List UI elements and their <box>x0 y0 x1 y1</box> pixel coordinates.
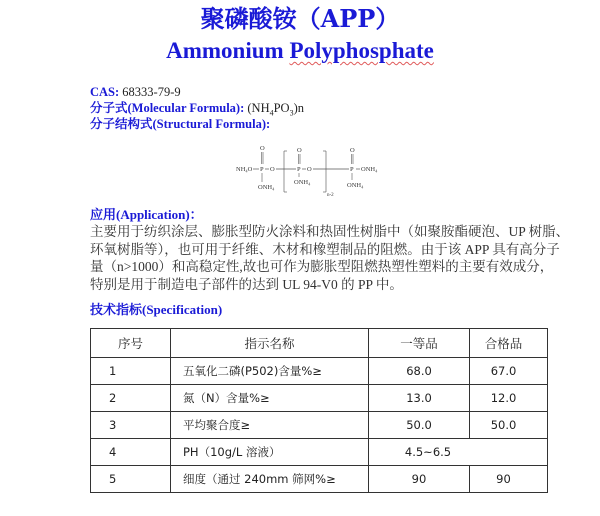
row-merged-value: 4.5~6.5 <box>369 439 548 466</box>
row-first-grade: 90 <box>369 466 470 493</box>
row-no: 4 <box>91 439 171 466</box>
row-no: 3 <box>91 412 171 439</box>
row-name: 细度（通过 240mm 筛网%≥ <box>171 466 369 493</box>
cas-label: CAS: <box>90 85 120 99</box>
molecular-formula-label: 分子式(Molecular Formula): <box>90 101 245 115</box>
row-name: 平均聚合度≥ <box>171 412 369 439</box>
column-header-name: 指示名称 <box>171 329 369 358</box>
column-header-no: 序号 <box>91 329 171 358</box>
specification-heading: 技术指标(Specification) <box>90 302 223 317</box>
application-line: 主要用于纺织涂层、膨胀型防火涂料和热固性树脂中（如聚胺酯硬泡、UP 树脂、 <box>90 224 570 239</box>
row-first-grade: 13.0 <box>369 385 470 412</box>
row-qualified: 67.0 <box>470 358 548 385</box>
svg-text:ONH₄: ONH₄ <box>347 182 364 189</box>
row-first-grade: 50.0 <box>369 412 470 439</box>
svg-text:O: O <box>270 166 275 173</box>
svg-text:n-2: n-2 <box>327 193 334 198</box>
cas-value: 68333-79-9 <box>122 85 181 99</box>
svg-text:P: P <box>260 166 264 173</box>
svg-text:P: P <box>350 166 354 173</box>
svg-text:O: O <box>350 147 355 154</box>
structural-formula-label: 分子结构式(Structural Formula): <box>90 117 271 131</box>
row-no: 1 <box>91 358 171 385</box>
table-row <box>91 466 548 493</box>
row-no: 2 <box>91 385 171 412</box>
table-row <box>91 412 548 439</box>
svg-text:O: O <box>297 147 302 154</box>
row-name: 氮（N）含量%≥ <box>171 385 369 412</box>
row-name: 五氧化二磷(P502)含量%≥ <box>171 358 369 385</box>
table-row <box>91 439 548 466</box>
structural-formula-diagram <box>236 142 396 198</box>
cas-line <box>90 84 181 100</box>
application-line: 环氧树脂等），也可用于纤维、木材和橡塑制品的阻燃。由于该 APP 具有高分子 <box>90 241 560 257</box>
application-line: 特别是用于制造电子部件的达到 UL 94-V0 的 PP 中。 <box>90 276 403 292</box>
table-row <box>91 358 548 385</box>
title-english-prefix: Ammonium <box>166 38 290 63</box>
structural-formula-line <box>90 116 270 132</box>
row-no: 5 <box>91 466 171 493</box>
svg-text:P: P <box>297 166 301 173</box>
svg-text:O: O <box>260 145 265 152</box>
row-qualified: 12.0 <box>470 385 548 412</box>
table-row <box>91 385 548 412</box>
title-english <box>0 36 600 66</box>
svg-text:ONH₄: ONH₄ <box>294 179 311 186</box>
column-header-qualified: 合格品 <box>470 329 548 358</box>
application-heading: 应用(Application)： <box>90 207 203 222</box>
application-line: 量（n>1000）和高稳定性,故也可作为膨胀型阻燃热塑性塑料的主要有效成分， <box>90 259 554 274</box>
row-first-grade: 68.0 <box>369 358 470 385</box>
svg-text:O: O <box>307 166 312 173</box>
application-text <box>90 223 600 293</box>
row-name: PH（10g/L 溶液） <box>171 439 369 466</box>
specification-table <box>90 328 548 493</box>
molecular-formula-value: $(NH_4PO_3)n$ <box>247 101 304 118</box>
column-header-first-grade: 一等品 <box>369 329 470 358</box>
title-chinese: 聚磷酸铵（APP） <box>200 4 400 33</box>
title-english-main: Polyphosphate <box>289 38 434 63</box>
svg-text:ONH₄: ONH₄ <box>258 184 275 191</box>
row-qualified: 90 <box>470 466 548 493</box>
svg-text:ONH₄: ONH₄ <box>361 166 378 173</box>
table-header-row <box>91 329 548 358</box>
row-qualified: 50.0 <box>470 412 548 439</box>
svg-text:NH₄O: NH₄O <box>236 166 253 173</box>
